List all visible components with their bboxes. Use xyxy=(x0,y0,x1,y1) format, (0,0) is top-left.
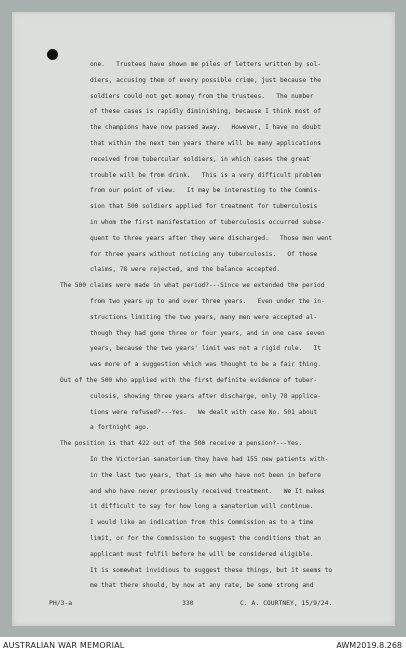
text-line: for three years without noticing any tuberculosis. Of those xyxy=(90,250,318,258)
text-line: from our point of view. It may be interesting to the Commis- xyxy=(90,187,321,195)
text-line: The position is that 422 out of the 500 receive a pension?---Yes. xyxy=(60,440,303,448)
caption-bar xyxy=(0,638,406,653)
document-body xyxy=(12,12,395,626)
document-page xyxy=(12,12,395,626)
text-line: diers, accusing them of every possible crime, just because the xyxy=(90,76,321,84)
text-line: trouble will be from drink. This is a very difficult problem xyxy=(90,171,321,179)
text-line: received from tubercular soldiers, in which cases the great xyxy=(90,155,310,163)
archive-id: AWM2019.8.268 xyxy=(336,641,402,650)
text-line: limit, or for the Commission to suggest the conditions that an xyxy=(90,535,321,542)
text-line: Out of the 500 who applied with the first definite evidence of tuber- xyxy=(60,377,318,384)
text-line: was more of a suggestion which was thought to be a fair thing. xyxy=(90,361,321,369)
text-line: applicant must fulfil before he will be considered eligible. xyxy=(90,550,314,558)
text-line: me that there should, by now at any rate, be some strong and xyxy=(90,582,314,590)
footer-reference: PH/3-a xyxy=(49,599,73,607)
witness-signature-line: C. A. COURTNEY, 15/9/24. xyxy=(240,599,333,607)
text-line: it difficult to say for how long a sanatorium will continue. xyxy=(90,503,314,511)
page-number: 330 xyxy=(182,599,194,607)
text-line: and who have never previously received treatment. We It makes xyxy=(90,487,325,495)
text-line: from two years up to and over three years. Even under the in- xyxy=(90,298,325,305)
text-line: though they had gone three or four years, and in one case seven xyxy=(90,329,325,337)
text-line: sion that 500 soldiers applied for treatment for tuberculosis xyxy=(90,203,318,211)
text-line: a fortnight ago. xyxy=(90,424,150,432)
text-line: In the Victorian sanatorium they have had 155 new patients with- xyxy=(90,456,329,463)
text-line: of these cases is rapidly diminishing, because I think most of xyxy=(90,108,321,116)
text-line: structions limiting the two years, many men were accepted al- xyxy=(90,313,318,321)
text-line: soldiers could not get money from the trustees. The number xyxy=(90,92,314,100)
text-line: culosis, showing three years after discharge, only 78 applica- xyxy=(90,392,321,400)
text-line: I would like an indication from this Commission as to a time xyxy=(90,519,314,527)
text-line: quent to three years after they were discharged. Those men went xyxy=(90,234,333,242)
text-line: It is somewhat invidious to suggest these things, but it seems to xyxy=(90,566,333,574)
text-line: that within the next ten years there will be many applications xyxy=(90,140,321,147)
text-line: one. Trustees have shown me piles of letters written by sol- xyxy=(90,61,321,68)
text-line: tions were refused?---Yes. We dealt with case No. 501 about xyxy=(90,408,318,416)
text-line: in whom the first manifestation of tuberculosis occurred subse- xyxy=(90,219,325,226)
text-line: the champions have now passed away. However, I have no doubt xyxy=(90,124,321,132)
text-line: claims, 78 were rejected, and the balance accepted. xyxy=(90,266,280,274)
text-line: The 500 claims were made in what period?---Since we extended the period xyxy=(60,282,325,290)
text-line: years, because the two years' limit was not a rigid rule. It xyxy=(90,345,321,353)
text-line: in the last two years, that is men who have not been in before xyxy=(90,471,321,479)
archive-name: AUSTRALIAN WAR MEMORIAL xyxy=(3,641,125,650)
